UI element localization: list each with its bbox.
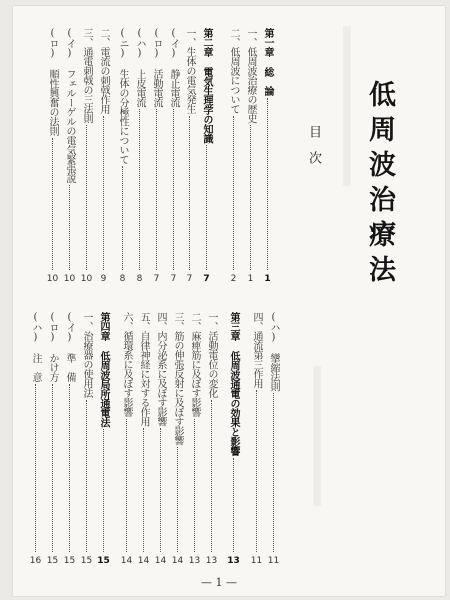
toc-entry [47, 312, 58, 568]
toc-entry [121, 312, 132, 568]
toc-entry-title: 四、内分泌系に及ぼす影響 [155, 312, 166, 426]
toc-entry-title: 第三章 低周波通電の効果と影響 [228, 312, 239, 456]
toc-entry [64, 28, 75, 286]
toc-entry [189, 312, 200, 568]
toc-entry-page: 13 [227, 556, 240, 566]
toc-entry [134, 28, 145, 286]
dot-leader [189, 116, 191, 270]
dot-leader [194, 419, 196, 552]
toc-entry-page: 15 [97, 556, 110, 566]
toc-entry-page: 14 [171, 556, 184, 566]
dot-leader [52, 138, 54, 270]
toc-entry [206, 312, 217, 568]
toc-entry-title: 一、治療器の使用法 [81, 312, 92, 398]
dot-leader [233, 116, 235, 270]
toc-entry [172, 312, 183, 568]
dot-leader [69, 384, 71, 552]
toc-entry [98, 312, 109, 568]
toc-entry-page: 7 [186, 274, 193, 284]
toc-entry-page: 15 [80, 556, 93, 566]
toc-entry [98, 28, 109, 286]
toc-heading [304, 125, 323, 164]
toc-entry-page: 8 [136, 274, 143, 284]
toc-entry-page: 13 [188, 556, 201, 566]
toc-entry-title: 一、活動電位の変化 [206, 312, 217, 398]
toc-entry-page: 10 [80, 274, 93, 284]
toc-entry-page: 14 [137, 556, 150, 566]
toc-entry [184, 28, 195, 286]
toc-entry-title: (ハ) 攣縮法則 [268, 312, 279, 391]
dot-leader [143, 428, 145, 552]
dot-leader [139, 109, 141, 270]
toc-entry-title: 二、電流の刺戟作用 [98, 28, 109, 114]
toc-entry [138, 312, 149, 568]
toc-entry [47, 28, 58, 286]
dot-leader [86, 125, 88, 270]
toc-entry-title: 第二章 電気生理学の知識 [201, 28, 212, 143]
show-through-shadow [343, 26, 351, 186]
toc-entry [30, 312, 41, 568]
dot-leader [52, 384, 54, 552]
toc-entry-page: 2 [230, 274, 237, 284]
dot-leader [103, 116, 105, 270]
toc-entry-page: 1 [247, 274, 254, 284]
toc-entry-page: 15 [46, 556, 59, 566]
toc-entry-page: 10 [63, 274, 76, 284]
toc-entry [151, 28, 162, 286]
toc-entry-title: 四、通流第三作用 [251, 312, 262, 388]
toc-entry-page: 14 [154, 556, 167, 566]
toc-entry [64, 312, 75, 568]
dot-leader [160, 428, 162, 552]
toc-entry-page: 11 [250, 556, 263, 566]
dot-leader [211, 400, 213, 552]
dot-leader [156, 109, 158, 270]
dot-leader [35, 384, 37, 552]
toc-entry-page: 16 [29, 556, 42, 566]
toc-entry-page: 1 [264, 274, 271, 284]
toc-entry [201, 28, 212, 286]
toc-entry-title: (イ) 静止電流 [168, 28, 179, 107]
toc-entry-title: (イ) フェルーゲルの電気緊張説 [64, 28, 75, 183]
dot-leader [122, 166, 124, 270]
toc-entry-title: 五、自律神経に対する作用 [138, 312, 149, 426]
toc-entry-title: 一、生体の電気発生 [184, 28, 195, 114]
toc-entry-title: 六、循環系に及ぼす影響 [121, 312, 132, 417]
toc-entry-title: 三、通電刺戟の三法則 [81, 28, 92, 123]
dot-leader [256, 390, 258, 552]
toc-entry-page: 11 [267, 556, 280, 566]
toc-entry-title: 二、低周波について [228, 28, 239, 114]
toc-heading-text: 目 次 [306, 125, 321, 164]
toc-entry-title: (イ) 準 備 [64, 312, 75, 382]
toc-entry-page: 13 [205, 556, 218, 566]
dot-leader [233, 458, 235, 552]
toc-entry-title: (ロ) 順性興奮の法則 [47, 28, 58, 136]
toc-entry-title: (ロ) かけ方 [47, 312, 58, 382]
toc-entry-page: 7 [203, 274, 210, 284]
dot-leader [206, 145, 208, 270]
dot-leader [69, 185, 71, 270]
toc-entry-page: 10 [46, 274, 59, 284]
toc-entry [251, 312, 262, 568]
dot-leader [177, 447, 179, 552]
dot-leader [250, 125, 252, 270]
dot-leader [126, 419, 128, 552]
dot-leader [273, 393, 275, 552]
toc-entry-title: 第四章 低周波局所通電法 [98, 312, 109, 427]
page-number: — 1 — [201, 576, 237, 589]
toc-entry [117, 28, 128, 286]
toc-entry-page: 14 [120, 556, 133, 566]
dot-leader [103, 429, 105, 552]
toc-entry-title: 三、筋の伸張反射に及ぼす影響 [172, 312, 183, 445]
toc-entry [155, 312, 166, 568]
toc-entry-title: (ロ) 活動電流 [151, 28, 162, 107]
toc-entry-title: 二、麻痺筋に及ぼす影響 [189, 312, 200, 417]
dot-leader [173, 109, 175, 270]
toc-entry-page: 7 [170, 274, 177, 284]
show-through-shadow [313, 366, 321, 506]
toc-entry-page: 8 [119, 274, 126, 284]
toc-entry [81, 28, 92, 286]
toc-entry [228, 312, 239, 568]
toc-entry-title: 一、低周波治療の歴史 [245, 28, 256, 123]
dot-leader [267, 98, 269, 270]
book-title: 低周波治療法 [364, 80, 395, 290]
toc-entry [245, 28, 256, 286]
toc-entry-title: (ハ) 注 意 [30, 312, 41, 382]
toc-entry [228, 28, 239, 286]
dot-leader [86, 400, 88, 552]
toc-entry [268, 312, 279, 568]
toc-entry-title: 第一章 総 論 [262, 28, 273, 96]
toc-entry-page: 9 [100, 274, 107, 284]
toc-entry-title: (ニ) 生体の分極性について [117, 28, 128, 164]
toc-entry-page: 7 [153, 274, 160, 284]
toc-entry-title: (ハ) 上皮電流 [134, 28, 145, 107]
toc-entry [168, 28, 179, 286]
toc-entry-page: 15 [63, 556, 76, 566]
toc-entry [262, 28, 273, 286]
toc-entry [81, 312, 92, 568]
